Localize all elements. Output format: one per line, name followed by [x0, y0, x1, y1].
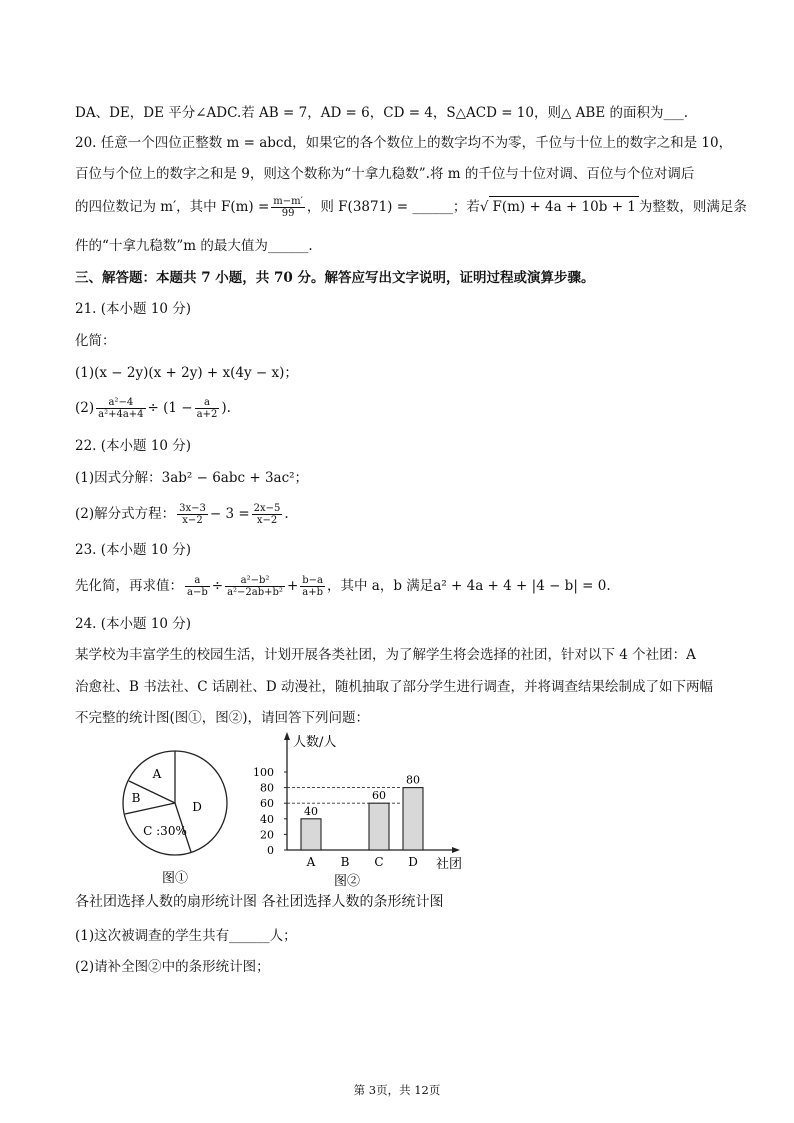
q21-part-1: (1)(x − 2y)(x + 2y) + x(4y − x)； — [75, 365, 298, 381]
figure-captions: 各社团选择人数的扇形统计图 各社团选择人数的条形统计图 — [75, 894, 444, 910]
q21-part-2: (2) $\frac{\text{a²−4}}{\text{a²+4a+4}}$ ÷ (1 − $\frac{a}{a+2}$ ). — [75, 397, 231, 420]
q24-part-1: (1)这次被调查的学生共有______人； — [75, 928, 297, 944]
q19-continuation: DA、DE，DE 平分∠ADC.若 AB = 7，AD = 6，CD = 4，S△ACD = 10，则△ ABE 的面积为___. — [75, 105, 689, 121]
pie-caption: 图① — [161, 871, 189, 886]
pie-chart — [115, 748, 235, 890]
x-tick-label-D: D — [408, 855, 418, 869]
q24-line-1: 某学校为丰富学生的校园生活，计划开展各类社团，为了解学生将会选择的社团，针对以下 4 个社团：A — [75, 647, 696, 663]
y-tick-label: 40 — [260, 812, 274, 826]
bar-label-A: 40 — [304, 804, 318, 818]
q22-part-1: (1)因式分解：3ab² − 6abc + 3ac²； — [75, 470, 309, 486]
bar-A — [301, 819, 321, 850]
pie-label-d: D — [192, 800, 202, 814]
x-axis-label: 社团 — [436, 857, 463, 872]
bar-label-C: 60 — [372, 789, 386, 803]
q20-line-3: 的四位数记为 m′，其中 F(m) = $\frac{m-m'}{99}$ ，则 F(3871) = ______；若√ F(m) + 4a + 10b + 1 为整数，则满足条 — [75, 196, 747, 219]
q24-line-2: 治愈社、B 书法社、C 话剧社、D 动漫社，随机抽取了部分学生进行调查，并将调查结果绘制成了如下两幅 — [75, 679, 713, 695]
bar-C — [369, 803, 389, 850]
q21-heading: 21. (本小题 10 分) — [75, 301, 192, 317]
x-tick-label-A: A — [306, 855, 316, 869]
pie-label-b: B — [131, 791, 141, 805]
bar-chart-caption: 图② — [333, 874, 361, 889]
q20-line-1: 20. 任意一个四位正整数 m = abcd，如果它的各个数位上的数字均不为零，千位与十位上的数字之和是 10， — [75, 135, 733, 151]
x-axis-arrow — [452, 847, 460, 853]
y-tick-label: 60 — [260, 797, 274, 811]
bar-chart — [250, 728, 480, 890]
q22-part-2: (2)解分式方程： $\frac{3x-3}{x-2}$ − 3 = $\frac{2x-5}{x-2}$ . — [75, 503, 289, 526]
pie-label-a: A — [152, 767, 162, 781]
x-tick-label-C: C — [374, 855, 384, 869]
bar-D — [403, 788, 423, 850]
page-footer: 第 3页，共 12页 — [353, 1083, 441, 1097]
q20-line-4: 件的“十拿九稳数”m 的最大值为______. — [75, 238, 313, 254]
y-tick-label: 0 — [267, 844, 274, 857]
q24-heading: 24. (本小题 10 分) — [75, 616, 192, 632]
q23-heading: 23. (本小题 10 分) — [75, 542, 192, 558]
section-3-heading: 三、解答题：本题共 7 小题，共 70 分。解答应写出文字说明，证明过程或演算步骤。 — [75, 270, 595, 286]
q22-heading: 22. (本小题 10 分) — [75, 438, 192, 454]
sqrt-expression: F(m) + 4a + 10b + 1 — [489, 196, 638, 217]
fraction-f-m: $\frac{m-m'}{99}$ — [273, 196, 303, 219]
bar-label-D: 80 — [406, 773, 420, 787]
q23-body: 先化简，再求值： $\frac{a}{a-b}$ ÷ $\frac{\text{a²−b²}}{\text{a²−2ab+b²}}$ + $\frac{b-a}{a+b}$ ，其中 a，b 满足a² + 4a + 4 + |4 − b| = 0. — [75, 575, 611, 598]
y-tick-label: 80 — [260, 781, 274, 795]
x-tick-label-B: B — [340, 855, 350, 869]
pie-label-c: C :30% — [143, 824, 187, 838]
q21-instruction: 化简： — [75, 333, 116, 349]
y-axis-label: 人数/人 — [293, 735, 337, 750]
y-tick-label: 100 — [253, 766, 274, 779]
y-tick-label: 20 — [260, 828, 274, 842]
y-axis-arrow — [284, 732, 290, 740]
q20-line-2: 百位与个位上的数字之和是 9，则这个数称为“十拿九稳数”.将 m 的千位与十位对调、百位与个位对调后 — [75, 166, 695, 182]
q24-line-3: 不完整的统计图(图①，图②)，请回答下列问题： — [75, 710, 370, 726]
q24-part-2: (2)请补全图②中的条形统计图； — [75, 959, 270, 975]
